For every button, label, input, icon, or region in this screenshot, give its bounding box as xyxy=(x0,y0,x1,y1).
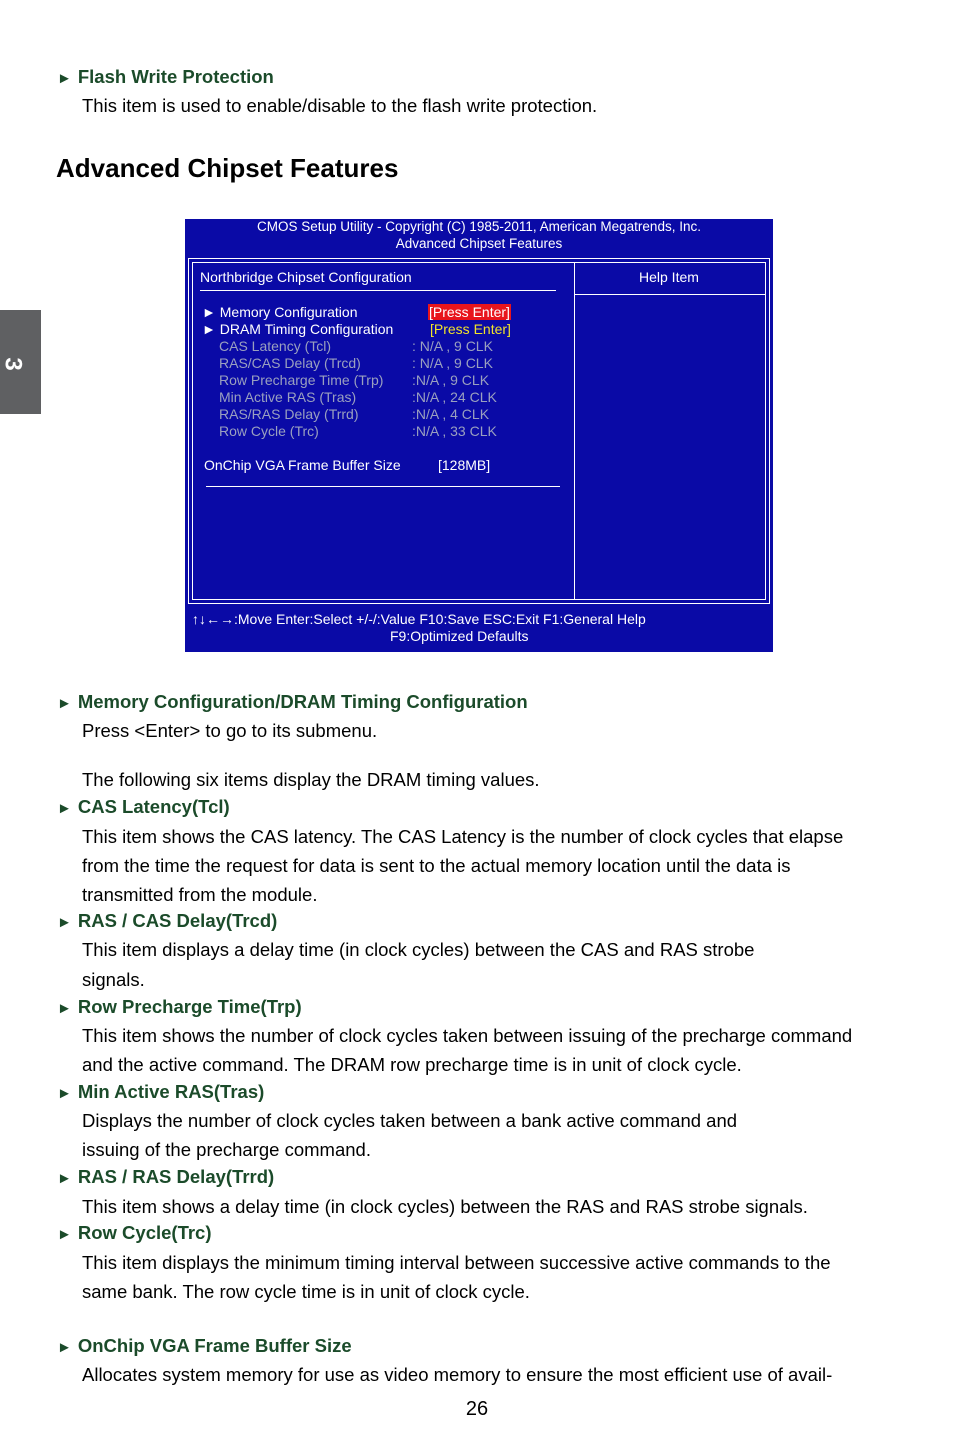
paragraph-line: same bank. The row cycle time is in unit of clock cycle. xyxy=(82,1281,530,1302)
section-heading-text: RAS / CAS Delay(Trcd) xyxy=(77,910,278,931)
page-number: 26 xyxy=(465,1398,489,1420)
timing-label-tras: Min Active RAS (Tras) xyxy=(219,389,357,405)
paragraph-line: transmitted from the module. xyxy=(82,884,318,905)
paragraph-line: This item displays a delay time (in clock cycles) between the CAS and RAS strobe xyxy=(82,939,755,960)
paragraph-line: and the active command. The DRAM row precharge time is in unit of clock cycle. xyxy=(82,1054,742,1075)
paragraph-line: The following six items display the DRAM timing values. xyxy=(82,769,540,790)
section-heading-text: OnChip VGA Frame Buffer Size xyxy=(77,1335,352,1356)
section-heading-text: Memory Configuration/DRAM Timing Configuration xyxy=(77,691,528,712)
section-heading-text: Flash Write Protection xyxy=(77,66,274,87)
paragraph-line: issuing of the precharge command. xyxy=(82,1139,371,1160)
arrow-right-icon: ► xyxy=(57,914,72,931)
arrow-right-icon: ► xyxy=(57,1170,72,1187)
help-item-title: Help Item xyxy=(639,269,699,285)
vga-underline xyxy=(206,486,560,487)
arrow-right-icon: ► xyxy=(57,1339,72,1356)
paragraph-line: This item displays the minimum timing interval between successive active commands to the xyxy=(82,1252,831,1273)
page-title: Advanced Chipset Features xyxy=(56,153,399,183)
timing-label-trcd: RAS/CAS Delay (Trcd) xyxy=(219,355,361,371)
section-heading-text: CAS Latency(Tcl) xyxy=(77,796,230,817)
section-heading xyxy=(57,796,230,818)
section-heading-text: Row Precharge Time(Trp) xyxy=(77,996,302,1017)
arrow-right-icon: ► xyxy=(57,70,72,87)
paragraph-line: This item shows the number of clock cycles taken between issuing of the precharge command xyxy=(82,1025,853,1046)
bios-header-line1: CMOS Setup Utility - Copyright (C) 1985-2011, American Megatrends, Inc. xyxy=(257,219,701,234)
paragraph-line: Press <Enter> to go to its submenu. xyxy=(82,720,378,741)
section-heading-text: Row Cycle(Trc) xyxy=(77,1222,212,1243)
bios-section-title: Northbridge Chipset Configuration xyxy=(200,269,412,285)
paragraph-line: This item shows the CAS latency. The CAS Latency is the number of clock cycles that elapse xyxy=(82,826,844,847)
bios-menu-value-memory[interactable]: [Press Enter] xyxy=(429,304,510,320)
section-heading xyxy=(57,691,528,713)
section-heading-text: RAS / RAS Delay(Trrd) xyxy=(77,1166,275,1187)
chapter-tab xyxy=(0,310,41,414)
timing-value-trc: :N/A , 33 CLK xyxy=(412,423,497,439)
section-heading-flash xyxy=(57,66,274,88)
arrow-right-icon: ► xyxy=(57,800,72,817)
bios-column-divider xyxy=(574,262,575,600)
timing-label-cas: CAS Latency (Tcl) xyxy=(219,338,332,354)
section-title-underline xyxy=(200,290,556,291)
section-heading-text: Min Active RAS(Tras) xyxy=(77,1081,265,1102)
timing-label-trrd: RAS/RAS Delay (Trrd) xyxy=(219,406,359,422)
timing-value-tras: :N/A , 24 CLK xyxy=(412,389,497,405)
bios-menu-item-memory[interactable] xyxy=(202,304,357,320)
chapter-number: 3 xyxy=(0,357,27,371)
bios-vga-value[interactable]: [128MB] xyxy=(438,457,491,473)
bios-menu-value-dram[interactable]: [Press Enter] xyxy=(430,321,511,337)
bios-footer-keys: ↑↓←→:Move Enter:Select +/-/:Value F10:Save ESC:Exit F1:General Help xyxy=(192,611,646,627)
help-title-underline xyxy=(575,294,765,295)
timing-value-cas: : N/A , 9 CLK xyxy=(412,338,493,354)
paragraph-line: Displays the number of clock cycles taken between a bank active command and xyxy=(82,1110,738,1131)
section-heading xyxy=(57,1081,264,1103)
paragraph-flash: This item is used to enable/disable to the flash write protection. xyxy=(82,95,598,116)
menu-label: DRAM Timing Configuration xyxy=(219,321,394,337)
timing-value-trrd: :N/A , 4 CLK xyxy=(412,406,490,422)
section-heading xyxy=(57,910,277,932)
menu-label: Memory Configuration xyxy=(219,304,358,320)
section-heading xyxy=(57,996,302,1018)
timing-value-trp: :N/A , 9 CLK xyxy=(412,372,490,388)
arrow-right-icon: ► xyxy=(57,695,72,712)
section-heading xyxy=(57,1166,274,1188)
paragraph-line: from the time the request for data is sent to the actual memory location until the data is xyxy=(82,855,791,876)
paragraph-line: This item shows a delay time (in clock cycles) between the RAS and RAS strobe signals. xyxy=(82,1196,808,1217)
arrow-right-icon: ► xyxy=(57,1000,72,1017)
paragraph-line: Allocates system memory for use as video memory to ensure the most efficient use of avail- xyxy=(82,1364,833,1385)
timing-value-trcd: : N/A , 9 CLK xyxy=(412,355,493,371)
arrow-right-icon: ► xyxy=(202,304,216,320)
bios-header-line2: Advanced Chipset Features xyxy=(395,236,563,251)
paragraph-line: signals. xyxy=(82,969,145,990)
section-heading xyxy=(57,1222,212,1244)
bios-screen xyxy=(185,219,773,652)
bios-menu-item-dram[interactable] xyxy=(202,321,393,337)
arrow-right-icon: ► xyxy=(57,1085,72,1102)
arrow-right-icon: ► xyxy=(57,1226,72,1243)
timing-label-trc: Row Cycle (Trc) xyxy=(219,423,319,439)
bios-footer-defaults: F9:Optimized Defaults xyxy=(390,628,529,644)
section-heading xyxy=(57,1335,352,1357)
bios-vga-label[interactable]: OnChip VGA Frame Buffer Size xyxy=(204,457,401,473)
arrow-right-icon: ► xyxy=(202,321,216,337)
timing-label-trp: Row Precharge Time (Trp) xyxy=(219,372,384,388)
